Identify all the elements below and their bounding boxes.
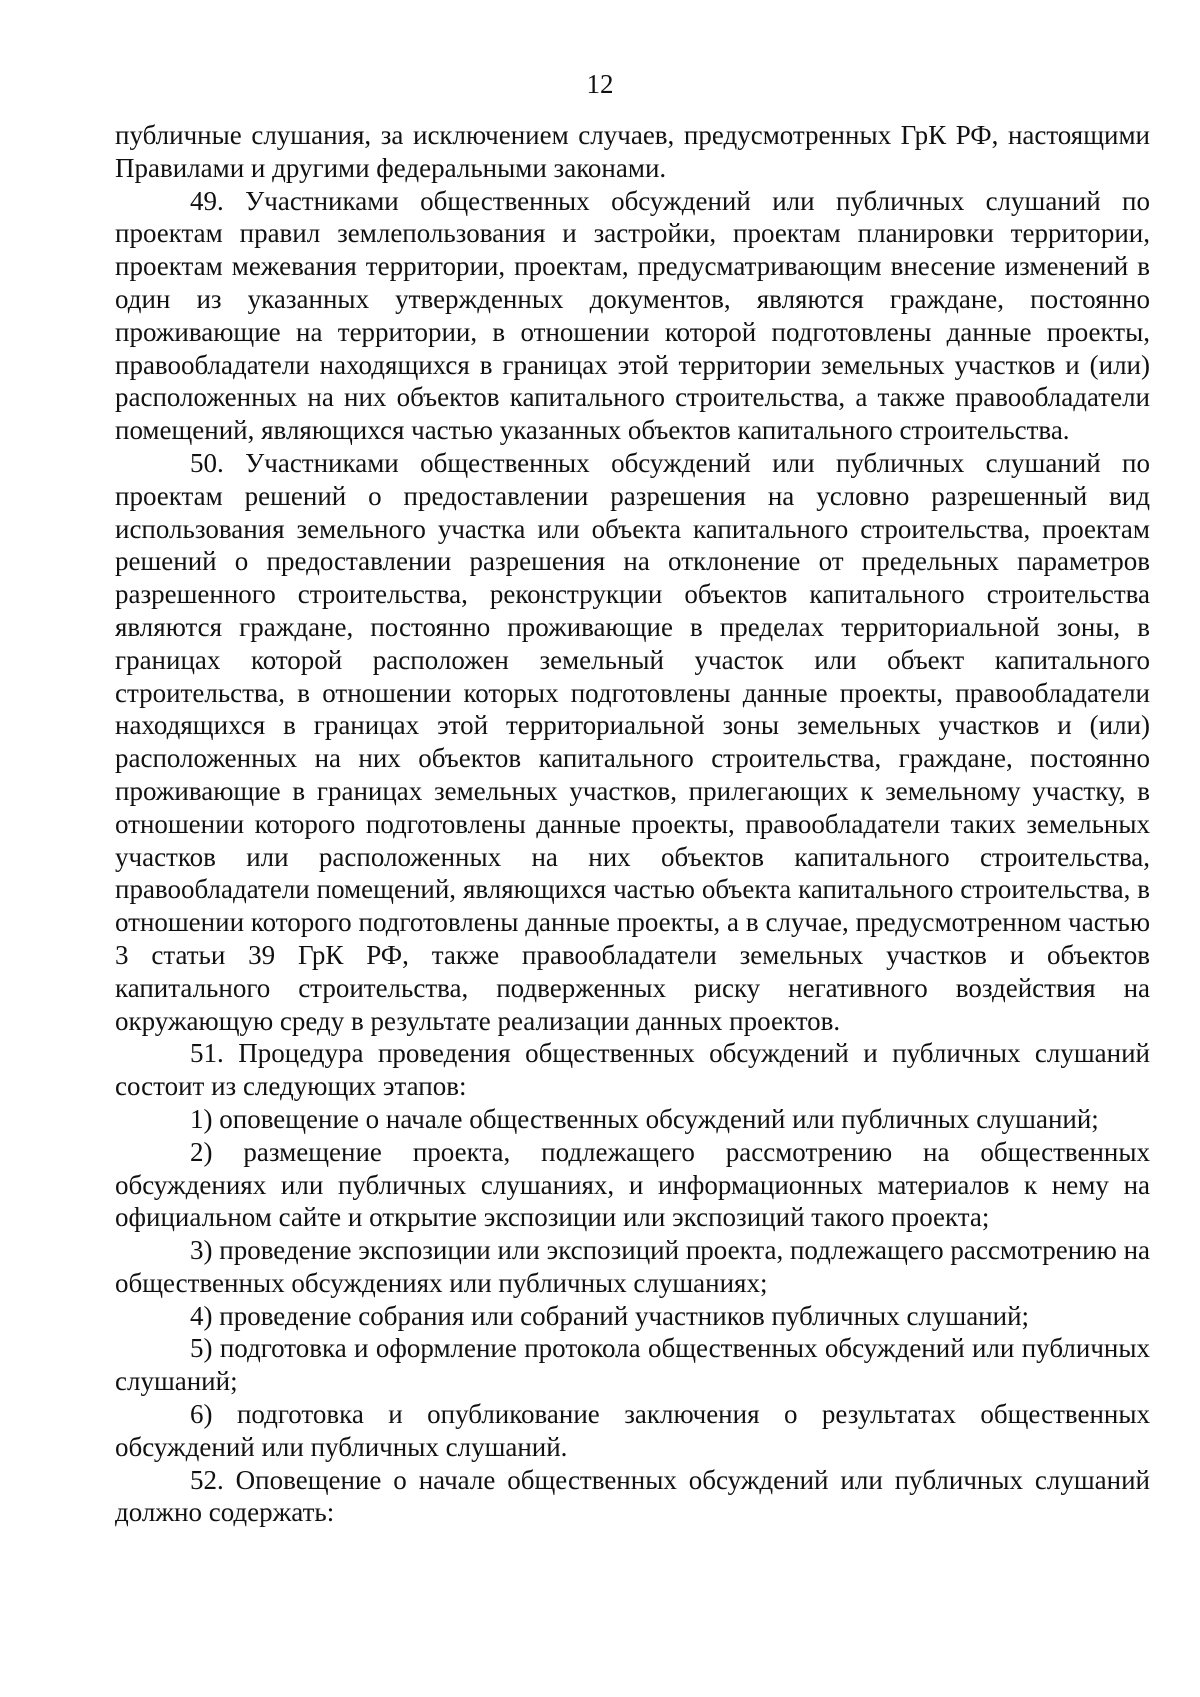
paragraph: 6) подготовка и опубликование заключения о результатах общественных обсуждений или публичных слушаний. [115,1399,1150,1462]
paragraph: 3) проведение экспозиции или экспозиций проекта, подлежащего рассмотрению на общественных обсуждениях или публичных слушаниях; [115,1235,1150,1298]
paragraph: 51. Процедура проведения общественных обсуждений и публичных слушаний состоит из следующих этапов: [115,1038,1150,1102]
paragraph: публичные слушания, за исключением случаев, предусмотренных ГрК РФ, настоящими Правилами и другими федеральными законами. [115,120,1150,183]
paragraph: 4) проведение собрания или собраний участников публичных слушаний; [190,1300,1030,1331]
paragraph: 52. Оповещение о начале общественных обсуждений или публичных слушаний должно содержать: [115,1464,1150,1528]
paragraph: 2) размещение проекта, подлежащего рассмотрению на общественных обсуждениях или публичных слушаниях, и информационных материалов к нему на официальном сайте и открытие экспозиции или экспозиций такого проекта; [115,1136,1150,1233]
document-body [115,119,1150,1529]
paragraph: 5) подготовка и оформление протокола общественных обсуждений или публичных слушаний; [115,1333,1150,1397]
paragraph: 1) оповещение о начале общественных обсуждений или публичных слушаний; [190,1103,1099,1134]
paragraph: 49. Участниками общественных обсуждений или публичных слушаний по проектам правил землепользования и застройки, проектам планировки территории, проектам межевания территории, проектам, предусматривающим внесение изменений в один из указанных утвержденных документов, являются граждане, постоянно проживающие на территории, в отношении которой подготовлены данные проекты, правообладатели находящихся в границах этой территории земельных участков и (или) расположенных на них объектов капитального строительства, а также правообладатели помещений, являющихся частью указанных объектов капитального строительства. [115,185,1150,446]
paragraph: 50. Участниками общественных обсуждений или публичных слушаний по проектам решений о предоставлении разрешения на условно разрешенный вид использования земельного участка или объекта капитального строительства, проектам решений о предоставлении разрешения на отклонение от предельных параметров разрешенного строительства, реконструкции объектов капитального строительства являются граждане, постоянно проживающие в пределах территориальной зоны, в границах которой расположен земельный участок или объект капитального строительства, в отношении которых подготовлены данные проекты, правообладатели находящихся в границах этой территориальной зоны земельных участков и (или) расположенных на них объектов капитального строительства, граждане, постоянно проживающие в границах земельных участков, прилегающих к земельному участку, в отношении которого подготовлены данные проекты, правообладатели таких земельных участков или расположенных на них объектов капитального строительства, правообладатели помещений, являющихся частью объекта капитального строительства, в отношении которого подготовлены данные проекты, а в случае, предусмотренном частью 3 статьи 39 ГрК РФ, также правообладатели земельных участков и объектов капитального строительства, подверженных риску негативного воздействия на окружающую среду в результате реализации данных проектов. [115,447,1150,1036]
page-number: 12 [586,69,614,99]
